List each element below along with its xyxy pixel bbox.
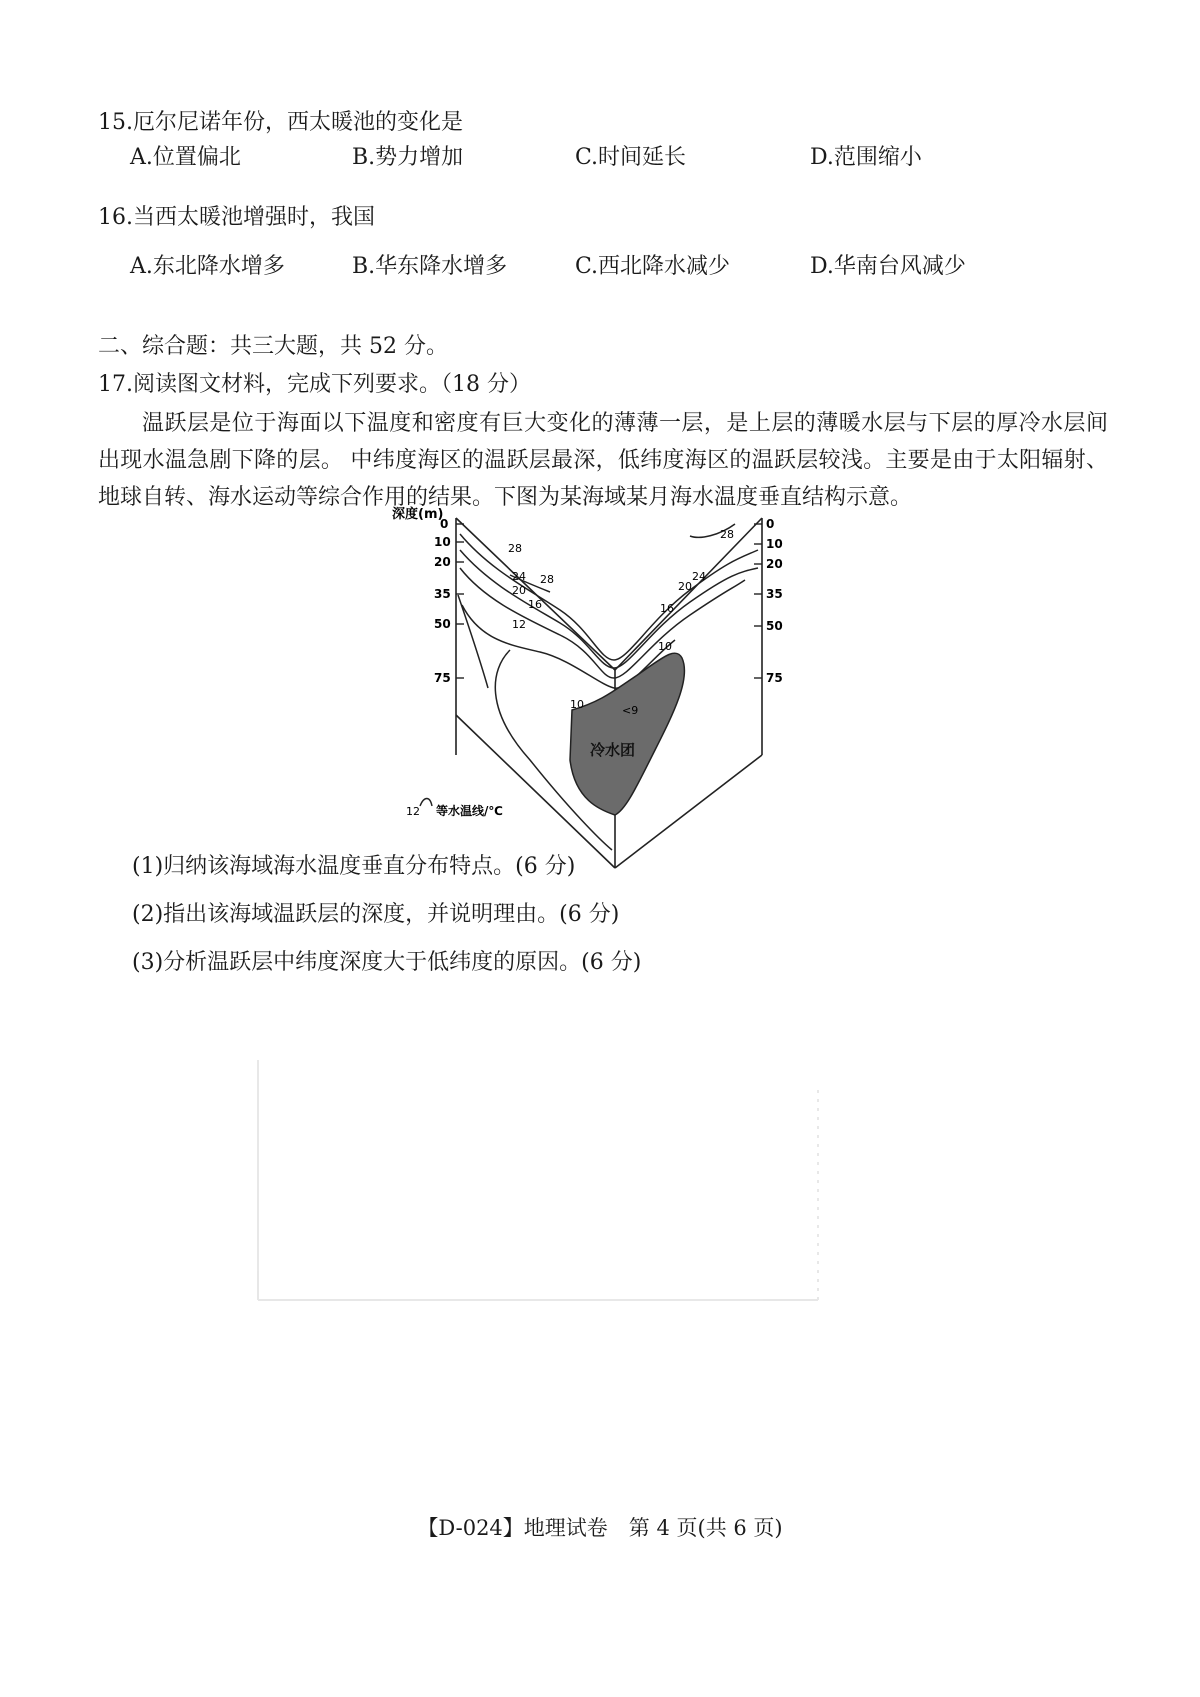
iso-label-right-24: 24 bbox=[692, 570, 706, 583]
right-tick-75: 75 bbox=[766, 671, 783, 685]
question-17-sub-3: (3)分析温跃层中纬度深度大于低纬度的原因。(6 分) bbox=[132, 950, 642, 975]
left-tick-20: 20 bbox=[434, 555, 451, 569]
q15-option-b: B.势力增加 bbox=[352, 145, 464, 170]
right-tick-20: 20 bbox=[766, 557, 783, 571]
q15-option-a: A.位置偏北 bbox=[130, 145, 241, 170]
legend-isotherm-symbol bbox=[420, 799, 432, 807]
q16-option-a: A.东北降水增多 bbox=[130, 254, 285, 279]
iso-label-lt9: <9 bbox=[622, 704, 639, 717]
iso-label-left-20: 20 bbox=[512, 584, 526, 597]
q15-option-d: D.范围缩小 bbox=[810, 145, 922, 170]
iso-label-left-24: 24 bbox=[512, 570, 526, 583]
iso-label-left-12: 12 bbox=[512, 618, 526, 631]
question-17-sub-1: (1)归纳该海域海水温度垂直分布特点。(6 分) bbox=[132, 854, 576, 879]
question-17-stem: 17.阅读图文材料，完成下列要求。（18 分） bbox=[98, 372, 531, 397]
iso-label-right-10: 10 bbox=[658, 640, 672, 653]
right-tick-50: 50 bbox=[766, 619, 783, 633]
page-footer: 【D-024】地理试卷 第 4 页(共 6 页) bbox=[417, 1516, 783, 1540]
question-16-stem: 16.当西太暖池增强时，我国 bbox=[98, 205, 375, 230]
left-tick-50: 50 bbox=[434, 617, 451, 631]
q16-option-b: B.华东降水增多 bbox=[352, 254, 508, 279]
question-15-stem: 15.厄尔尼诺年份，西太暖池的变化是 bbox=[98, 110, 463, 135]
left-tick-75: 75 bbox=[434, 671, 451, 685]
iso-label-right-20: 20 bbox=[678, 580, 692, 593]
iso-label-left-28b: 28 bbox=[540, 573, 554, 586]
depth-axis-title: 深度(m) bbox=[392, 507, 444, 522]
iso-label-left-16: 16 bbox=[528, 598, 542, 611]
left-tick-10: 10 bbox=[434, 535, 451, 549]
section-2-heading: 二、综合题：共三大题，共 52 分。 bbox=[98, 334, 448, 359]
q15-option-c: C.时间延长 bbox=[575, 145, 687, 170]
legend-value: 12 bbox=[406, 805, 420, 818]
right-tick-10: 10 bbox=[766, 537, 783, 551]
sea-temperature-diagram bbox=[392, 507, 790, 875]
iso-label-bottom-10: 10 bbox=[570, 698, 584, 711]
depth-tick-marks bbox=[456, 524, 762, 678]
question-17-material: 温跃层是位于海面以下温度和密度有巨大变化的薄薄一层，是上层的薄暖水层与下层的厚冷水层间出现水温急剧下降的层。 中纬度海区的温跃层最深，低纬度海区的温跃层较浅。主要是由于太阳辐射、地球自转、海水运动等综合作用的结果。下图为某海域某月海水温度垂直结构示意。 bbox=[98, 411, 1108, 510]
right-tick-35: 35 bbox=[766, 587, 783, 601]
question-17-sub-2: (2)指出该海域温跃层的深度，并说明理由。(6 分) bbox=[132, 902, 620, 927]
iso-label-right-28: 28 bbox=[720, 528, 734, 541]
q16-option-d: D.华南台风减少 bbox=[810, 254, 966, 279]
iso-label-left-28a: 28 bbox=[508, 542, 522, 555]
right-tick-0: 0 bbox=[766, 517, 775, 531]
left-tick-0: 0 bbox=[440, 517, 449, 531]
left-tick-35: 35 bbox=[434, 587, 451, 601]
iso-label-right-16: 16 bbox=[660, 602, 674, 615]
bleed-through-artifact bbox=[238, 1050, 878, 1330]
cold-water-mass bbox=[570, 653, 684, 815]
cold-water-label: 冷水团 bbox=[590, 741, 636, 759]
q16-option-c: C.西北降水减少 bbox=[575, 254, 731, 279]
legend-text: 等水温线/℃ bbox=[436, 804, 503, 818]
